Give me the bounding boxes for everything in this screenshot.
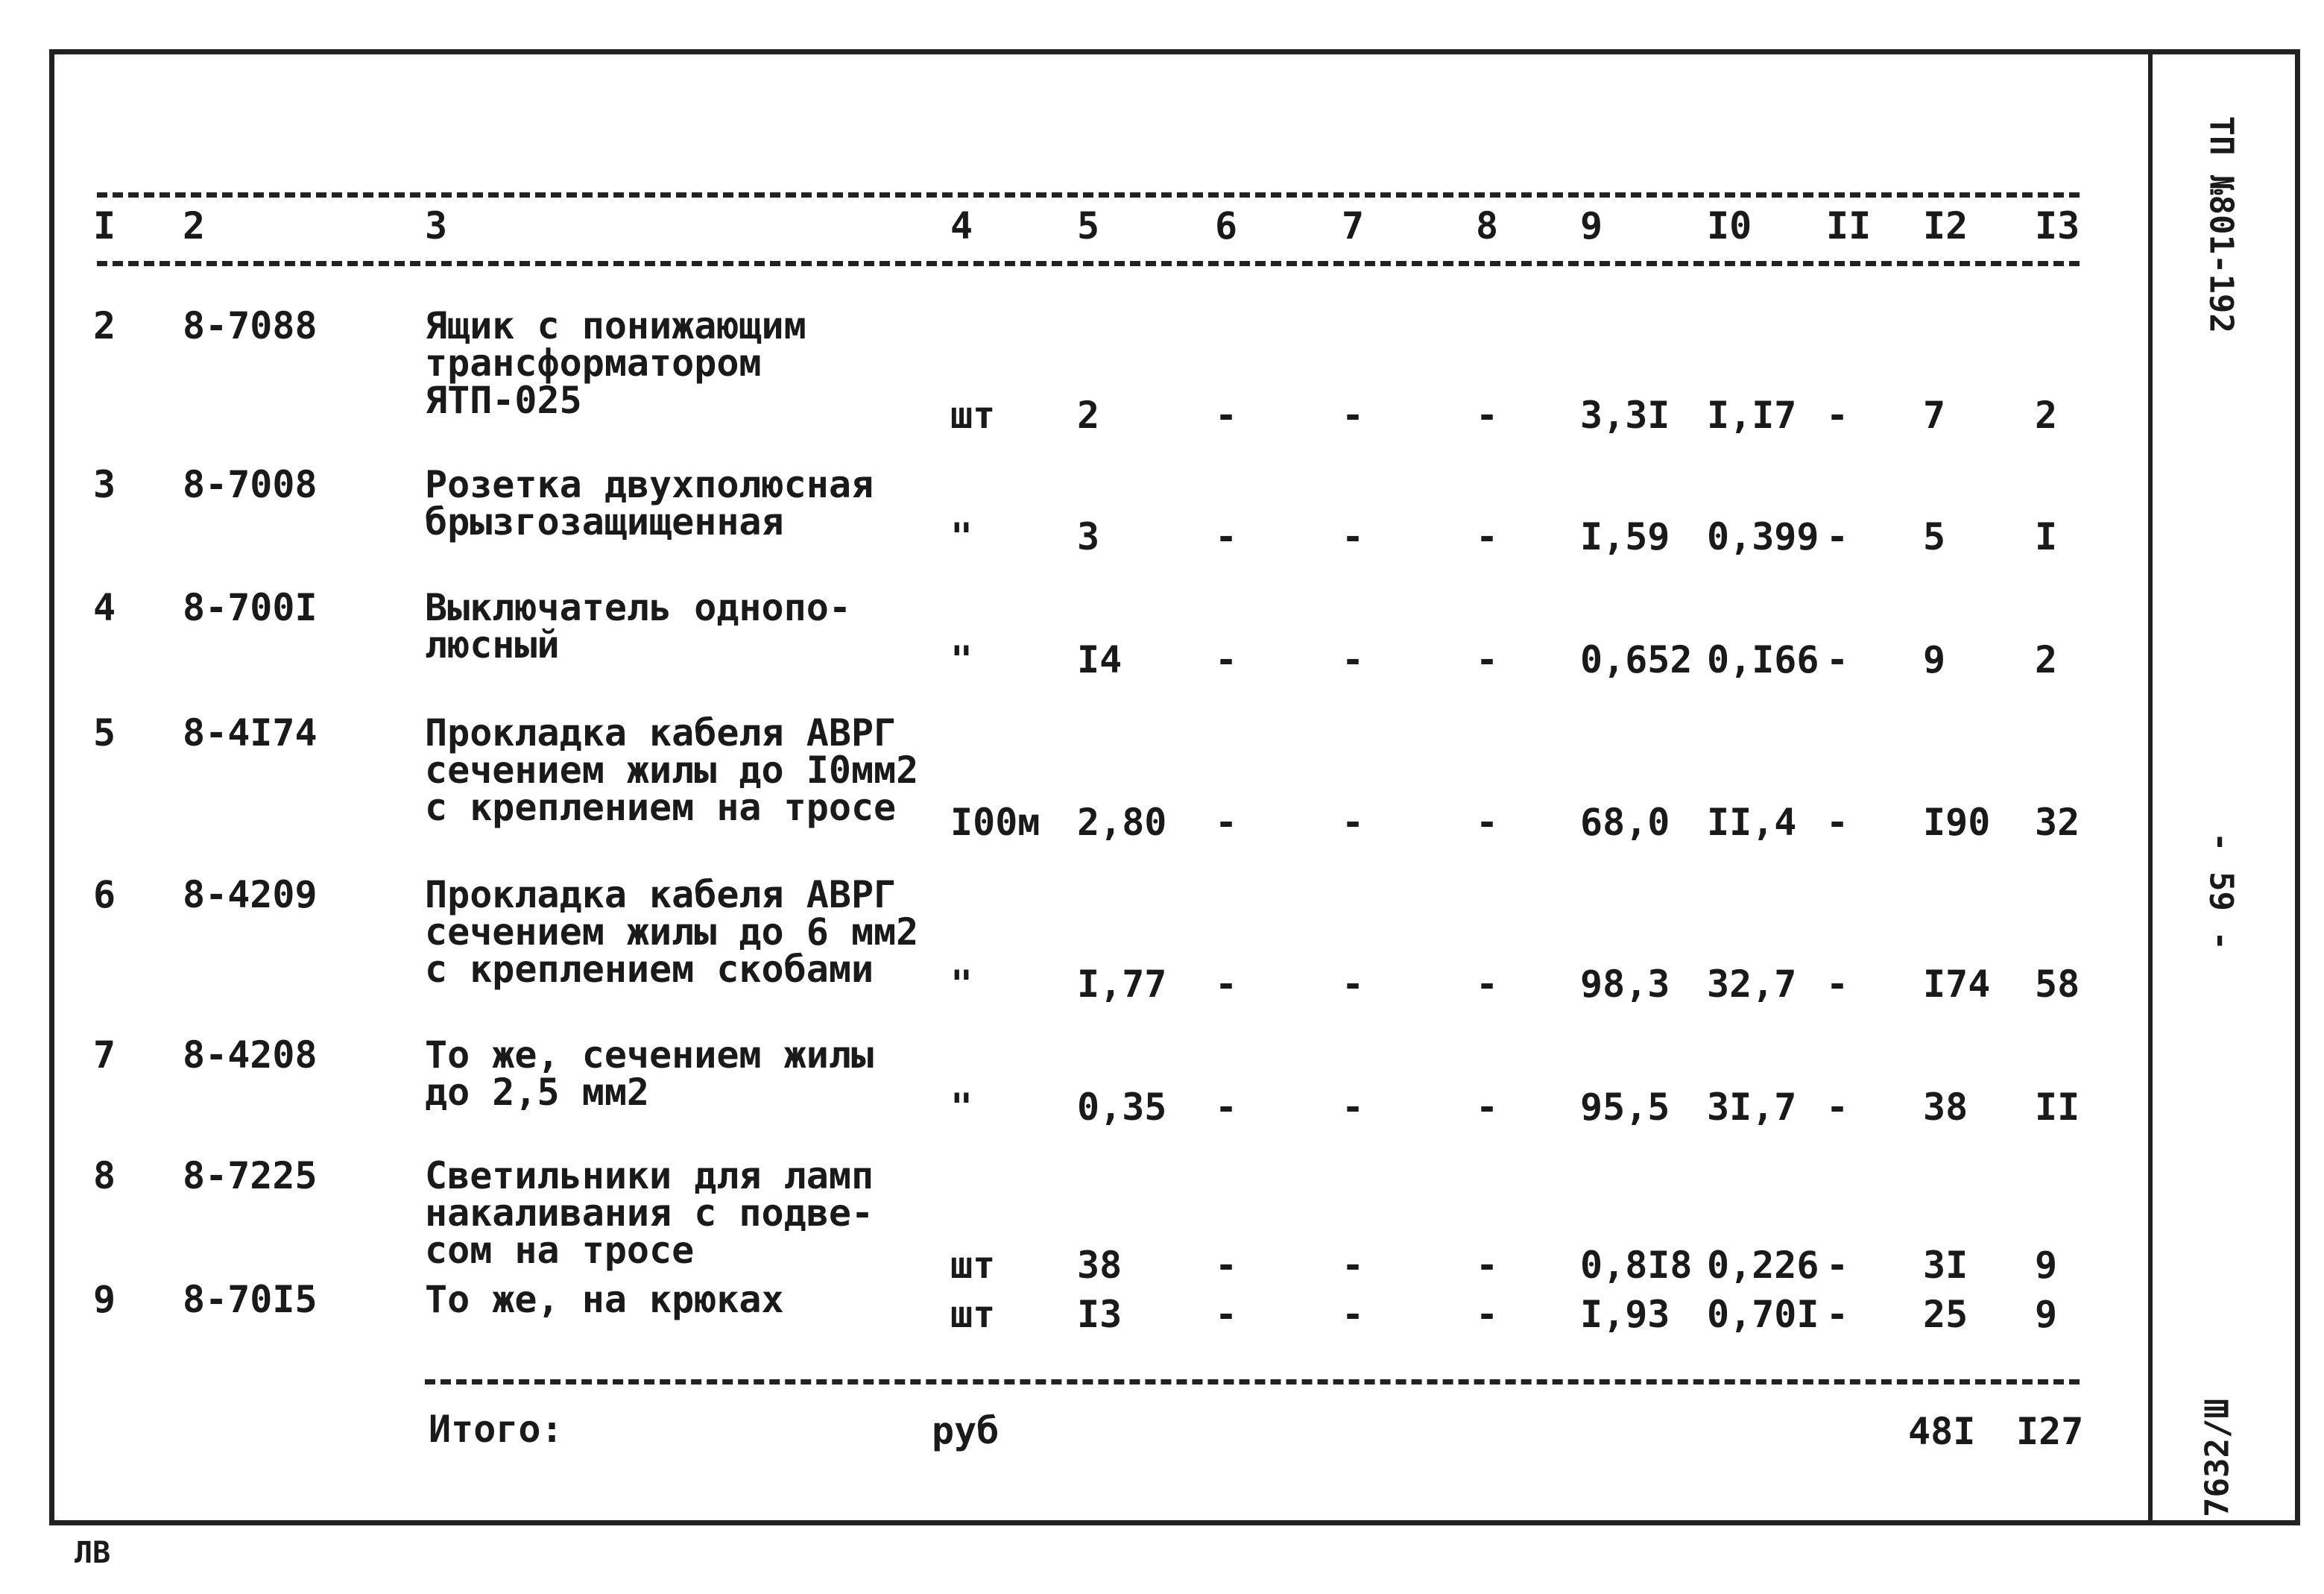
row-c12: 3I — [1923, 1244, 1968, 1287]
row-c13: I — [2035, 515, 2058, 558]
row-c9: 0,652 — [1580, 638, 1693, 681]
row-c13: 58 — [2035, 963, 2080, 1006]
row-quantity: 2 — [1077, 394, 1100, 437]
row-c10: 0,70I — [1707, 1293, 1819, 1336]
row-unit: шт — [950, 1293, 996, 1336]
total-label: Итого: — [429, 1408, 563, 1451]
row-c6: - — [1215, 515, 1238, 558]
row-description-line: сечением жилы до 6 мм2 — [425, 910, 919, 954]
row-c7: - — [1342, 638, 1365, 681]
row-c6: - — [1215, 1244, 1238, 1287]
row-code: 8-4I74 — [183, 711, 318, 755]
row-c6: - — [1215, 638, 1238, 681]
header-top-rule — [97, 192, 2080, 198]
row-c10: 32,7 — [1707, 963, 1797, 1006]
row-code: 8-700I — [183, 586, 318, 629]
row-number: 8 — [93, 1154, 116, 1197]
row-unit: " — [950, 1086, 973, 1129]
row-description — [425, 463, 874, 544]
row-c10: I,I7 — [1707, 394, 1797, 437]
row-description-line: Розетка двухполюсная — [425, 463, 874, 506]
row-c10: 0,226 — [1707, 1244, 1819, 1287]
row-number: 7 — [93, 1033, 116, 1077]
row-c8: - — [1476, 394, 1499, 437]
row-c10: II,4 — [1707, 801, 1797, 844]
row-c10: 3I,7 — [1707, 1086, 1797, 1129]
row-unit: шт — [950, 1244, 996, 1287]
row-c7: - — [1342, 1086, 1365, 1129]
total-col13: I27 — [2016, 1410, 2084, 1453]
header-col-1: I — [93, 204, 116, 248]
row-quantity: 2,80 — [1077, 801, 1167, 844]
row-c9: I,59 — [1580, 515, 1670, 558]
row-code: 8-7088 — [183, 304, 318, 347]
row-c12: 25 — [1923, 1293, 1968, 1336]
row-description — [425, 873, 919, 991]
row-description-line: Выключатель однопо- — [425, 586, 851, 629]
row-quantity: I4 — [1077, 638, 1122, 681]
row-c9: 98,3 — [1580, 963, 1670, 1006]
row-c8: - — [1476, 963, 1499, 1006]
row-number: 4 — [93, 586, 116, 629]
header-bottom-rule — [97, 261, 2080, 266]
row-description-line: То же, на крюках — [425, 1278, 784, 1321]
row-c13: 32 — [2035, 801, 2080, 844]
row-c8: - — [1476, 1086, 1499, 1129]
row-c13: II — [2035, 1086, 2080, 1129]
row-c8: - — [1476, 515, 1499, 558]
row-c13: 9 — [2035, 1293, 2058, 1336]
row-quantity: 3 — [1077, 515, 1100, 558]
row-description — [425, 1278, 784, 1321]
header-col-11: II — [1826, 204, 1872, 248]
header-col-5: 5 — [1077, 204, 1100, 248]
row-c11: - — [1826, 1293, 1849, 1336]
row-c12: 5 — [1923, 515, 1946, 558]
header-col-3: 3 — [425, 204, 448, 248]
total-unit: руб — [932, 1409, 1000, 1452]
row-description-line: Светильники для ламп — [425, 1154, 874, 1197]
row-c7: - — [1342, 394, 1365, 437]
row-quantity: 0,35 — [1077, 1086, 1167, 1129]
row-c12: 38 — [1923, 1086, 1968, 1129]
row-c6: - — [1215, 801, 1238, 844]
row-description-line: с креплением на тросе — [425, 786, 897, 829]
row-code: 8-70I5 — [183, 1278, 318, 1321]
row-code: 8-7225 — [183, 1154, 318, 1197]
row-c6: - — [1215, 1293, 1238, 1336]
row-c11: - — [1826, 394, 1849, 437]
row-number: 3 — [93, 463, 116, 506]
row-description-line: брызгозащищенная — [425, 500, 784, 544]
row-description-line: Ящик с понижающим — [425, 304, 806, 347]
row-c11: - — [1826, 1086, 1849, 1129]
row-c12: 7 — [1923, 394, 1946, 437]
row-number: 6 — [93, 873, 116, 916]
row-unit: I00м — [950, 801, 1041, 844]
header-col-6: 6 — [1215, 204, 1238, 248]
row-description-line: Прокладка кабеля АВРГ — [425, 711, 897, 755]
row-number: 9 — [93, 1278, 116, 1321]
row-c13: 2 — [2035, 394, 2058, 437]
row-description-line: То же, сечением жилы — [425, 1033, 874, 1077]
header-col-12: I2 — [1923, 204, 1968, 248]
row-c11: - — [1826, 963, 1849, 1006]
row-description-line: сечением жилы до I0мм2 — [425, 749, 919, 792]
row-c12: I90 — [1923, 801, 1991, 844]
row-description — [425, 304, 806, 422]
row-quantity: I3 — [1077, 1293, 1122, 1336]
row-c10: 0,399 — [1707, 515, 1819, 558]
row-unit: шт — [950, 394, 996, 437]
row-unit: " — [950, 963, 973, 1006]
row-description — [425, 586, 851, 667]
header-col-7: 7 — [1342, 204, 1365, 248]
row-c13: 2 — [2035, 638, 2058, 681]
sidebar-divider — [2148, 49, 2153, 1525]
row-c8: - — [1476, 1293, 1499, 1336]
row-c9: 3,3I — [1580, 394, 1670, 437]
row-c6: - — [1215, 394, 1238, 437]
header-col-9: 9 — [1580, 204, 1603, 248]
row-description-line: сом на тросе — [425, 1229, 695, 1272]
header-col-10: I0 — [1707, 204, 1752, 248]
row-description-line: люсный — [425, 623, 560, 667]
header-col-2: 2 — [183, 204, 206, 248]
row-c7: - — [1342, 515, 1365, 558]
row-c9: 95,5 — [1580, 1086, 1670, 1129]
row-unit: " — [950, 515, 973, 558]
sidebar-page-number: - 59 - — [2202, 832, 2241, 951]
row-description-line: трансформатором — [425, 341, 762, 385]
row-c8: - — [1476, 1244, 1499, 1287]
header-col-13: I3 — [2035, 204, 2080, 248]
row-description-line: ЯТП-025 — [425, 379, 582, 422]
row-description-line: до 2,5 мм2 — [425, 1071, 650, 1114]
row-quantity: 38 — [1077, 1244, 1122, 1287]
row-c8: - — [1476, 801, 1499, 844]
row-code: 8-4208 — [183, 1033, 318, 1077]
row-c11: - — [1826, 801, 1849, 844]
row-number: 5 — [93, 711, 116, 755]
row-c6: - — [1215, 1086, 1238, 1129]
row-c11: - — [1826, 515, 1849, 558]
row-c12: 9 — [1923, 638, 1946, 681]
row-c9: I,93 — [1580, 1293, 1670, 1336]
row-c7: - — [1342, 1293, 1365, 1336]
row-c7: - — [1342, 1244, 1365, 1287]
row-description — [425, 711, 919, 829]
sidebar-sheet-number: 7632/Ш — [2198, 1399, 2237, 1517]
row-c9: 68,0 — [1580, 801, 1670, 844]
row-description-line: Прокладка кабеля АВРГ — [425, 873, 897, 916]
row-description-line: накаливания с подве- — [425, 1191, 874, 1235]
row-c13: 9 — [2035, 1244, 2058, 1287]
row-c10: 0,I66 — [1707, 638, 1819, 681]
row-c11: - — [1826, 638, 1849, 681]
total-col12: 48I — [1908, 1410, 1976, 1453]
row-description — [425, 1033, 874, 1114]
row-c8: - — [1476, 638, 1499, 681]
row-c11: - — [1826, 1244, 1849, 1287]
header-col-4: 4 — [950, 204, 973, 248]
row-number: 2 — [93, 304, 116, 347]
row-c12: I74 — [1923, 963, 1991, 1006]
row-c7: - — [1342, 963, 1365, 1006]
row-c6: - — [1215, 963, 1238, 1006]
row-unit: " — [950, 638, 973, 681]
row-code: 8-7008 — [183, 463, 318, 506]
row-c9: 0,8I8 — [1580, 1244, 1693, 1287]
row-description-line: с креплением скобами — [425, 948, 874, 991]
sidebar-doc-code: ТП №801-192 — [2202, 116, 2241, 333]
row-c7: - — [1342, 801, 1365, 844]
row-code: 8-4209 — [183, 873, 318, 916]
footer-mark: ЛВ — [75, 1536, 111, 1570]
row-quantity: I,77 — [1077, 963, 1167, 1006]
total-rule — [425, 1379, 2080, 1384]
row-description — [425, 1154, 874, 1272]
header-col-8: 8 — [1476, 204, 1499, 248]
